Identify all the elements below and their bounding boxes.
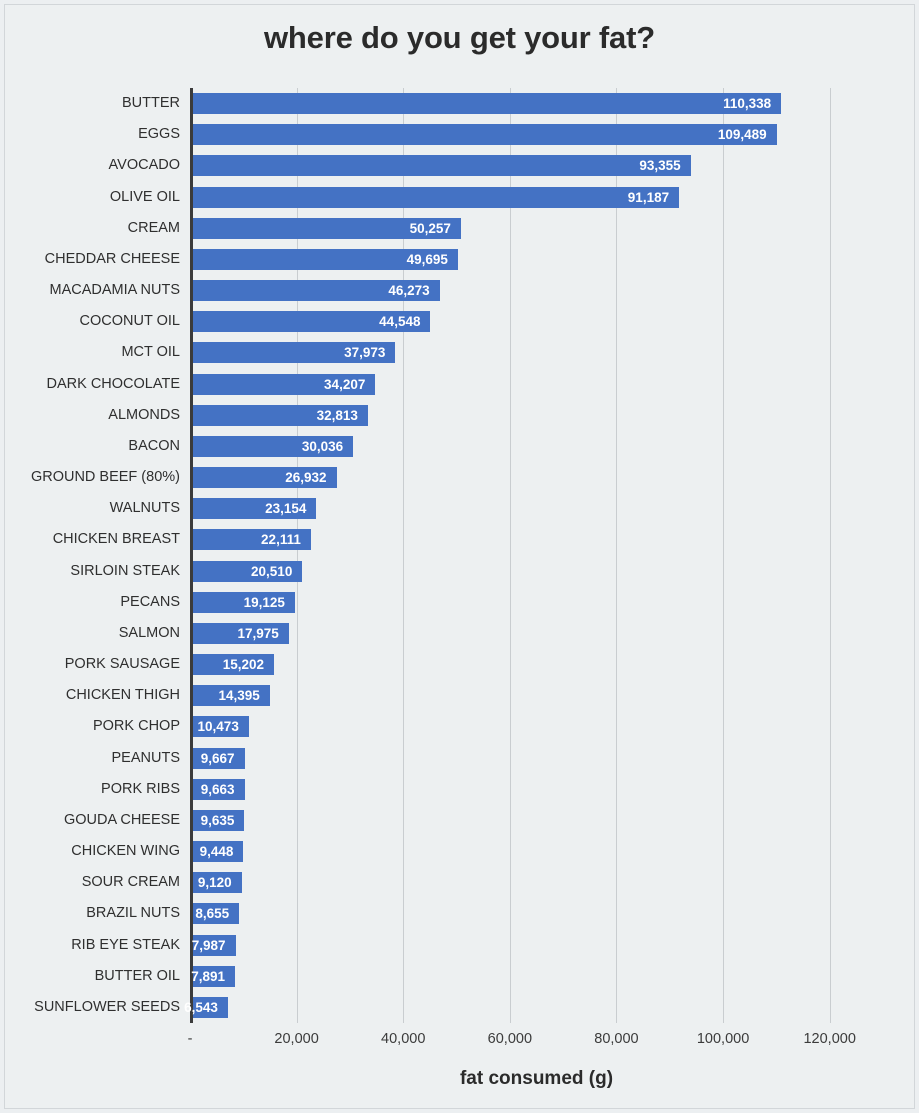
bar-row — [94, 961, 883, 992]
bar-value-label: 15,202 — [222, 657, 265, 672]
bar-row — [120, 587, 883, 618]
category-label: DARK CHOCOLATE — [46, 375, 180, 392]
bar-value-label: 37,973 — [344, 345, 386, 361]
x-axis-ticks — [187, 1023, 883, 1063]
category-label: MACADAMIA NUTS — [49, 282, 180, 298]
category-label: SIRLOIN STEAK — [70, 562, 180, 579]
category-label: CREAM — [127, 219, 180, 236]
bar-rows — [30, 88, 883, 1023]
bar-row — [52, 524, 883, 555]
category-label: ALMONDS — [108, 406, 180, 423]
bar-row — [63, 805, 883, 836]
bar-value-label: 110,338 — [723, 96, 772, 111]
bar-value-label: 32,813 — [316, 407, 358, 423]
bar-row — [127, 213, 883, 244]
bar-value-label: 30,036 — [301, 438, 344, 454]
category-label: BUTTER OIL — [94, 967, 180, 984]
x-tick-label: - — [187, 1031, 193, 1047]
category-label: PORK CHOP — [92, 718, 180, 735]
bar-value-label: 10,473 — [197, 719, 239, 735]
bar-row — [34, 992, 883, 1023]
category-label: COCONUT OIL — [79, 313, 180, 330]
x-tick-label: 120,000 — [803, 1031, 856, 1047]
plot-area — [30, 88, 883, 1023]
category-label: MCT OIL — [121, 344, 180, 361]
bar-value-label: 7,987 — [191, 937, 226, 953]
bar-row — [49, 275, 883, 306]
bar-row — [108, 400, 883, 431]
bar-value-label: 17,975 — [237, 625, 279, 641]
category-label: GOUDA CHEESE — [63, 811, 180, 828]
bar-value-label: 50,257 — [409, 220, 451, 236]
category-label: BRAZIL NUTS — [86, 905, 180, 922]
bar-row — [109, 493, 883, 524]
category-label: SOUR CREAM — [81, 874, 180, 891]
category-label: CHICKEN WING — [71, 843, 180, 859]
bar-value-label: 8,655 — [195, 906, 230, 922]
bar-value-label: 9,667 — [200, 750, 235, 766]
x-axis-title: fat consumed (g) — [459, 1068, 614, 1089]
category-label: PECANS — [120, 593, 180, 610]
category-label: GROUND BEEF (80%) — [30, 469, 180, 485]
bar-row — [108, 150, 883, 181]
bar-value-label: 9,120 — [197, 875, 232, 891]
x-tick-label: 60,000 — [487, 1031, 533, 1047]
category-label: EGGS — [138, 126, 180, 143]
bar-row — [111, 743, 883, 774]
bar-value-label: 7,891 — [191, 968, 226, 984]
bar-row — [101, 774, 883, 805]
category-label: CHICKEN THIGH — [65, 687, 180, 704]
bar[interactable] — [193, 124, 777, 145]
bar-value-label: 49,695 — [406, 251, 448, 267]
bar-row — [138, 119, 883, 150]
bar-row — [128, 431, 883, 462]
bar-row — [122, 88, 883, 119]
bar-value-label: 9,635 — [200, 812, 235, 828]
bar-row — [71, 930, 883, 961]
category-label: SUNFLOWER SEEDS — [34, 998, 180, 1015]
bar-value-label: 44,548 — [379, 314, 421, 330]
bar-value-label: 14,395 — [218, 688, 260, 704]
category-label: BACON — [128, 437, 180, 454]
bar-row — [30, 462, 883, 493]
bar-value-label: 6,543 — [184, 999, 218, 1015]
bar-value-label: 20,510 — [251, 563, 293, 579]
bar-row — [81, 867, 883, 898]
bar-value-label: 46,273 — [388, 283, 430, 298]
bar-value-label: 93,355 — [639, 158, 681, 174]
bar-value-label: 19,125 — [243, 594, 285, 610]
bar-row — [70, 556, 883, 587]
category-label: RIB EYE STEAK — [71, 936, 180, 953]
bar-row — [92, 711, 883, 742]
x-tick-label: 100,000 — [696, 1031, 750, 1047]
bar-row — [44, 244, 883, 275]
category-label: PORK RIBS — [101, 780, 180, 797]
bar-row — [79, 306, 883, 337]
category-label: CHICKEN BREAST — [52, 531, 180, 548]
bar-row — [118, 618, 883, 649]
category-label: BUTTER — [122, 95, 180, 111]
category-label: WALNUTS — [109, 500, 180, 517]
category-label: PORK SAUSAGE — [64, 656, 180, 672]
bar-row — [86, 898, 883, 929]
bar-row — [46, 369, 883, 400]
bar-value-label: 9,663 — [200, 781, 235, 797]
category-label: OLIVE OIL — [109, 188, 180, 205]
bar-value-label: 22,111 — [261, 532, 301, 548]
bar-row — [109, 182, 883, 213]
category-label: CHEDDAR CHEESE — [44, 250, 180, 267]
x-tick-label: 20,000 — [274, 1031, 319, 1047]
category-label: PEANUTS — [111, 749, 180, 766]
bar-value-label: 91,187 — [627, 189, 670, 205]
chart-title: where do you get your fat? — [264, 20, 655, 55]
bar-row — [65, 680, 883, 711]
bar[interactable] — [193, 155, 691, 176]
bar-row — [121, 337, 883, 368]
bar-value-label: 109,489 — [717, 127, 767, 143]
category-label: SALMON — [118, 624, 180, 641]
bar-value-label: 34,207 — [324, 376, 366, 392]
x-tick-label: 40,000 — [381, 1031, 426, 1047]
bar-row — [71, 836, 883, 867]
bar-value-label: 23,154 — [265, 501, 307, 517]
x-tick-label: 80,000 — [594, 1031, 639, 1047]
bar-value-label: 9,448 — [199, 844, 234, 859]
category-label: AVOCADO — [108, 157, 180, 174]
bar-row — [64, 649, 883, 680]
bar-value-label: 26,932 — [285, 470, 327, 485]
bar[interactable] — [193, 93, 781, 114]
bar[interactable] — [193, 187, 679, 208]
